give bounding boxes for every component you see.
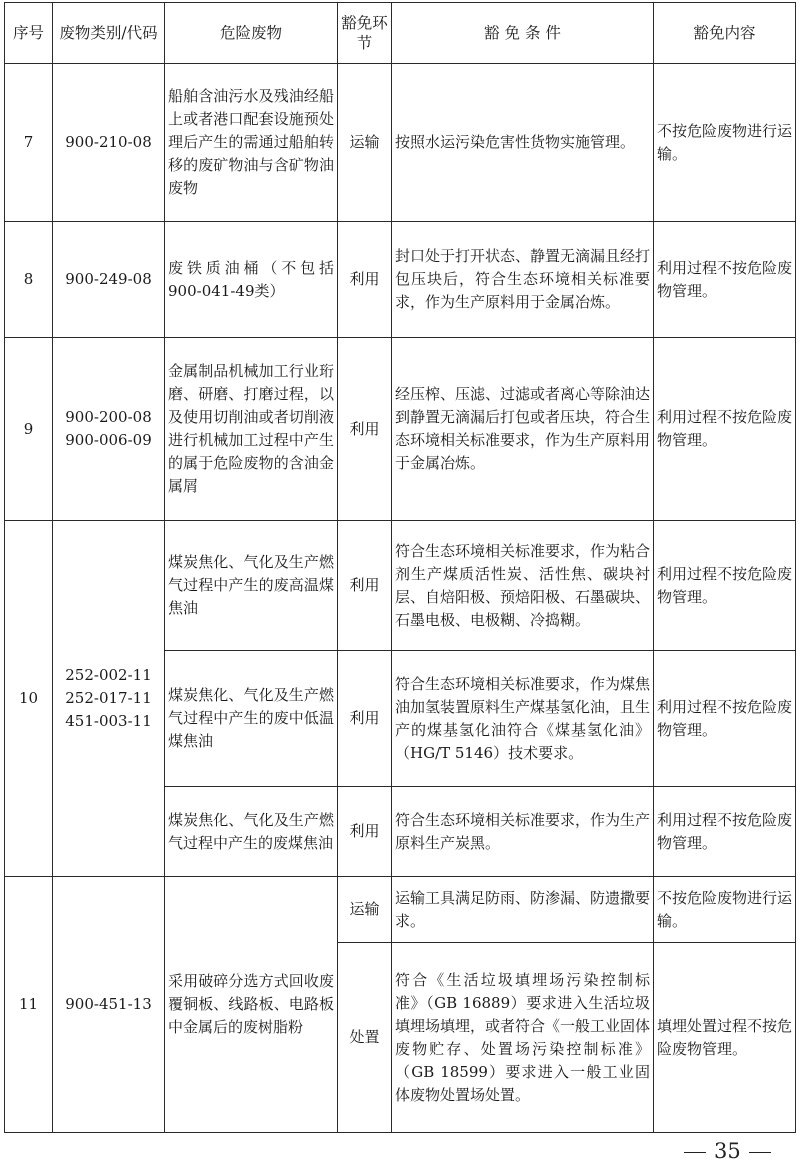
table-row: [5, 222, 796, 338]
row-stage: 处置: [338, 943, 392, 1133]
row-stage: 利用: [338, 651, 392, 787]
row-waste: 煤炭焦化、气化及生产燃气过程中产生的废高温煤焦油: [165, 521, 338, 651]
row-waste: 金属制品机械加工行业珩磨、研磨、打磨过程，以及使用切削油或者切削液进行机械加工过程中产生的属于危险废物的含油金属屑: [165, 338, 338, 521]
row-seq: 10: [5, 521, 53, 877]
row-waste: 煤炭焦化、气化及生产燃气过程中产生的废煤焦油: [165, 787, 338, 877]
row-stage: 利用: [338, 222, 392, 338]
row-seq: 8: [5, 222, 53, 338]
table-row: [5, 64, 796, 222]
code-line: 900-006-09: [65, 431, 152, 449]
row-content: 利用过程不按危险废物管理。: [654, 787, 796, 877]
exemption-table: [4, 2, 796, 1133]
table-row: [5, 521, 796, 651]
row-condition: 符合生态环境相关标准要求，作为粘合剂生产煤质活性炭、活性焦、碳块衬层、自焙阳极、预焙阳极、石墨碳块、石墨电极、电极糊、冷捣糊。: [392, 521, 654, 651]
code-line: 900-200-08: [65, 408, 152, 426]
row-seq: 7: [5, 64, 53, 222]
code-line: 252-002-11: [65, 666, 152, 684]
row-content: 利用过程不按危险废物管理。: [654, 521, 796, 651]
row-seq: 9: [5, 338, 53, 521]
page-number: [676, 1139, 779, 1163]
row-stage: 利用: [338, 787, 392, 877]
row-stage: 运输: [338, 64, 392, 222]
code-line: 451-003-11: [65, 712, 152, 730]
row-content: 利用过程不按危险废物管理。: [654, 338, 796, 521]
row-content: 利用过程不按危险废物管理。: [654, 222, 796, 338]
header-category-code: 废物类别/代码: [53, 3, 165, 64]
table-row: [5, 338, 796, 521]
header-exempt-stage: 豁免环节: [338, 3, 392, 64]
page-dash-right: [749, 1152, 771, 1153]
row-content: 不按危险废物进行运输。: [654, 64, 796, 222]
table-row: [5, 877, 796, 943]
row-content: 不按危险废物进行运输。: [654, 877, 796, 943]
row-condition: 封口处于打开状态、静置无滴漏且经打包压块后，符合生态环境相关标准要求，作为生产原料用于金属冶炼。: [392, 222, 654, 338]
header-exempt-conditions: 豁 免 条 件: [392, 3, 654, 64]
row-waste: 废铁质油桶（不包括900-041-49类）: [165, 222, 338, 338]
row-stage: 利用: [338, 338, 392, 521]
row-condition: 经压榨、压滤、过滤或者离心等除油达到静置无滴漏后打包或者压块，符合生态环境相关标准要求，作为生产原料用于金属冶炼。: [392, 338, 654, 521]
code-line: 252-017-11: [65, 689, 152, 707]
row-code: [53, 521, 165, 877]
row-condition: 按照水运污染危害性货物实施管理。: [392, 64, 654, 222]
row-condition: 运输工具满足防雨、防渗漏、防遗撒要求。: [392, 877, 654, 943]
row-waste: 船舶含油污水及残油经船上或者港口配套设施预处理后产生的需通过船舶转移的废矿物油与含矿物油废物: [165, 64, 338, 222]
row-code: 900-249-08: [53, 222, 165, 338]
row-waste: 采用破碎分选方式回收废覆铜板、线路板、电路板中金属后的废树脂粉: [165, 877, 338, 1133]
row-content: 填埋处置过程不按危险废物管理。: [654, 943, 796, 1133]
table-header-row: [5, 3, 796, 64]
row-condition: 符合生态环境相关标准要求，作为生产原料生产炭黑。: [392, 787, 654, 877]
row-condition: 符合生态环境相关标准要求，作为煤焦油加氢装置原料生产煤基氢化油，且生产的煤基氢化油符合《煤基氢化油》（HG/T 5146）技术要求。: [392, 651, 654, 787]
row-condition: 符合《生活垃圾填埋场污染控制标准》（GB 16889）要求进入生活垃圾填埋场填埋，或者符合《一般工业固体废物贮存、处置场污染控制标准》（GB 18599）要求进入一般工业固体废物处置场处置。: [392, 943, 654, 1133]
row-code: 900-451-13: [53, 877, 165, 1133]
header-seq: 序号: [5, 3, 53, 64]
page-number-value: 35: [714, 1139, 741, 1163]
row-code: 900-210-08: [53, 64, 165, 222]
page-dash-left: [684, 1152, 706, 1153]
row-content: 利用过程不按危险废物管理。: [654, 651, 796, 787]
header-hazardous-waste: 危险废物: [165, 3, 338, 64]
header-exempt-content: 豁免内容: [654, 3, 796, 64]
row-waste: 煤炭焦化、气化及生产燃气过程中产生的废中低温煤焦油: [165, 651, 338, 787]
row-seq: 11: [5, 877, 53, 1133]
row-stage: 利用: [338, 521, 392, 651]
row-code: [53, 338, 165, 521]
row-stage: 运输: [338, 877, 392, 943]
